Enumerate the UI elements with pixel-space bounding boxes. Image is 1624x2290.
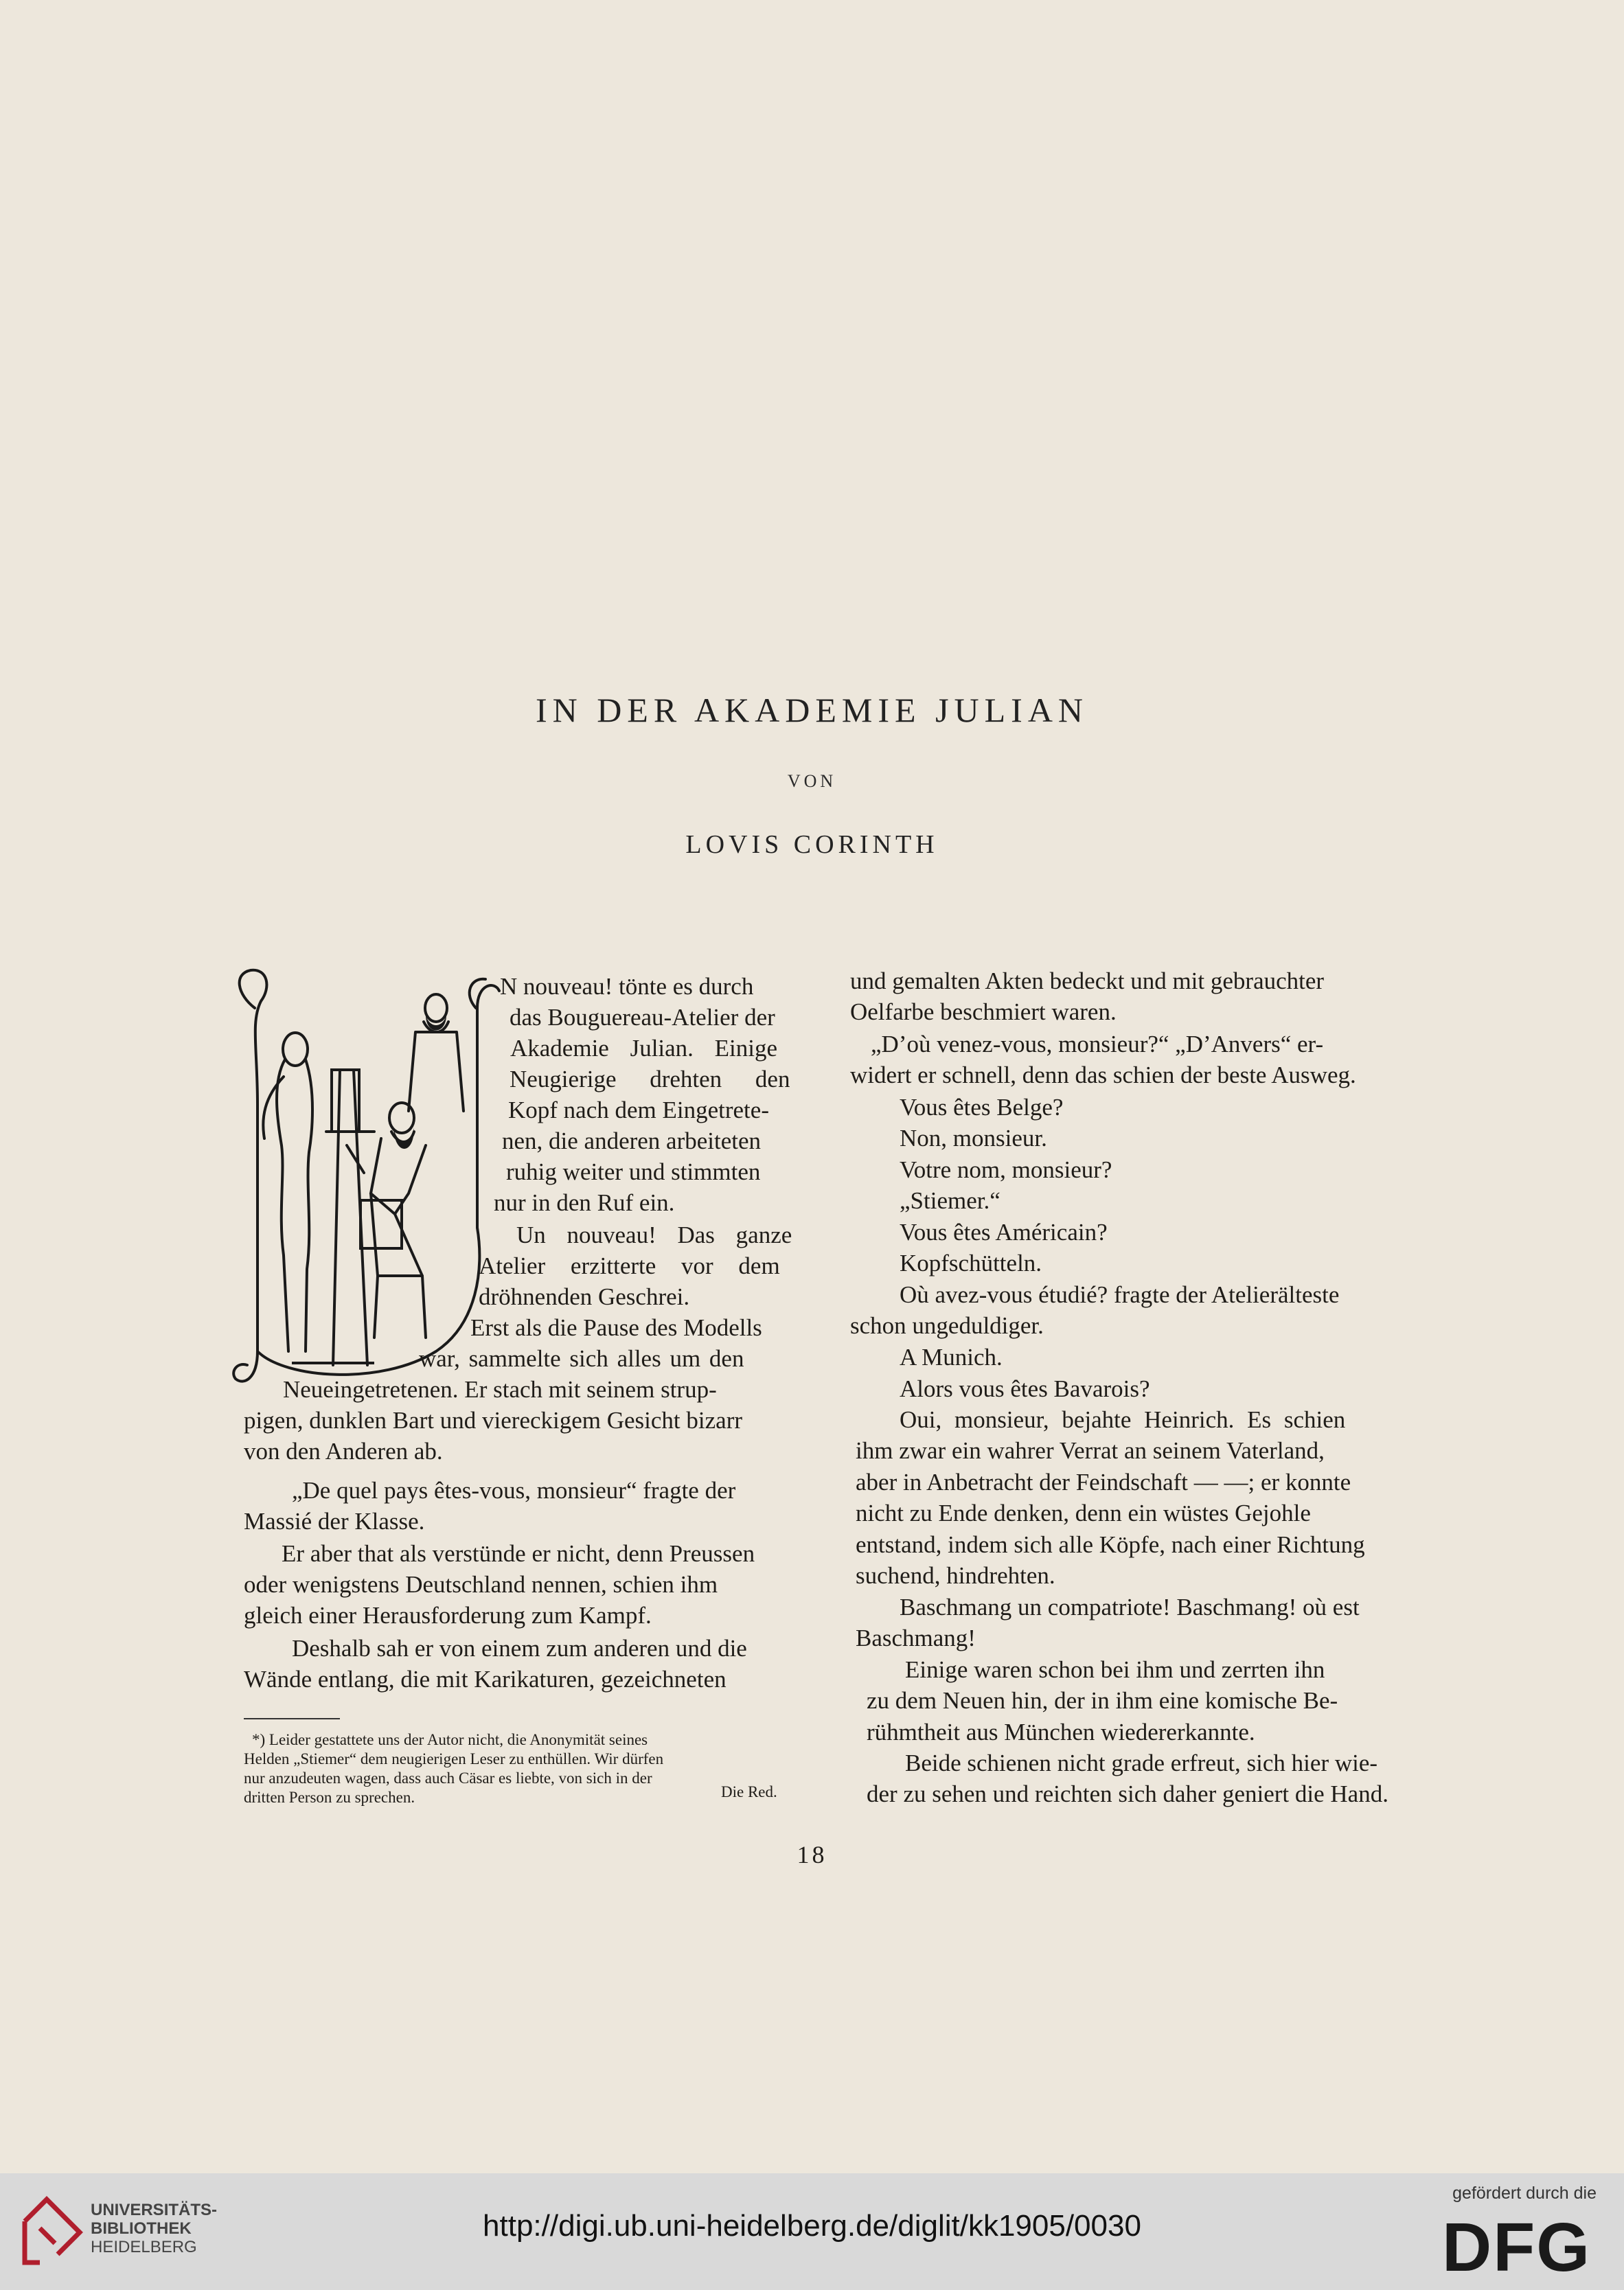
footnote-divider xyxy=(244,1718,340,1719)
text-line: war, sammelte sich alles um den xyxy=(419,1345,744,1372)
text-line: Erst als die Pause des Modells xyxy=(470,1314,762,1341)
text-line: Vous êtes Belge? xyxy=(900,1094,1064,1121)
footnote-line: nur anzudeuten wagen, dass auch Cäsar es liebte, von sich in der xyxy=(244,1770,652,1787)
permalink-url[interactable]: http://digi.ub.uni-heidelberg.de/diglit/kk1905/0030 xyxy=(483,2209,1141,2243)
text-line: Baschmang un compatriote! Baschmang! où est xyxy=(900,1594,1360,1621)
text-line: Er aber that als verstünde er nicht, denn Preussen xyxy=(282,1540,755,1567)
text-line: Où avez-vous étudié? fragte der Atelierälteste xyxy=(900,1281,1340,1308)
text-line: „D’où venez-vous, monsieur?“ „D’Anvers“ er- xyxy=(871,1031,1324,1057)
illustrated-initial-u-image xyxy=(230,967,505,1393)
text-line: Kopf nach dem Eingetrete- xyxy=(508,1097,769,1123)
text-line: nen, die anderen arbeiteten xyxy=(502,1127,762,1154)
text-line: dröhnenden Geschrei. xyxy=(479,1283,690,1310)
text-line: Un nouveau! Das ganze xyxy=(516,1222,792,1248)
text-line: Kopfschütteln. xyxy=(900,1250,1042,1276)
text-line: A Munich. xyxy=(900,1344,1003,1371)
text-line: Einige waren schon bei ihm und zerrten ihn xyxy=(905,1656,1325,1683)
text-line: Alors vous êtes Bavarois? xyxy=(900,1375,1150,1402)
footnote-line: *) Leider gestattete uns der Autor nicht, die Anonymität seines xyxy=(252,1731,648,1748)
text-line: pigen, dunklen Bart und viereckigem Gesicht bizarr xyxy=(244,1407,743,1434)
text-line: N nouveau! tönte es durch xyxy=(500,973,754,1000)
text-line: ihm zwar ein wahrer Verrat an seinem Vaterland, xyxy=(856,1437,1325,1464)
text-line: und gemalten Akten bedeckt und mit gebrauchter xyxy=(850,967,1325,994)
footnote-line: Helden „Stiemer“ dem neugierigen Leser zu enthüllen. Wir dürfen xyxy=(244,1750,664,1767)
text-line: das Bouguereau-Atelier der xyxy=(510,1004,775,1031)
footnote-signature: Die Red. xyxy=(721,1783,777,1800)
text-line: Votre nom, monsieur? xyxy=(900,1156,1112,1183)
text-line: Vous êtes Américain? xyxy=(900,1219,1108,1246)
text-line: Neueingetretenen. Er stach mit seinem strup- xyxy=(283,1376,717,1403)
text-line: suchend, hindrehten. xyxy=(856,1562,1055,1589)
text-line: entstand, indem sich alle Köpfe, nach einer Richtung xyxy=(856,1531,1365,1558)
library-name-line: UNIVERSITÄTS- xyxy=(91,2201,218,2219)
text-line: ruhig weiter und stimmten xyxy=(506,1158,761,1185)
article-title: IN DER AKADEMIE JULIAN xyxy=(535,691,1089,729)
text-line: Oelfarbe beschmiert waren. xyxy=(850,998,1117,1025)
text-line: widert er schnell, denn das schien der beste Ausweg. xyxy=(850,1062,1356,1088)
text-line: „De quel pays êtes-vous, monsieur“ fragte der xyxy=(292,1477,736,1504)
text-line: Massié der Klasse. xyxy=(244,1508,425,1535)
text-line: zu dem Neuen hin, der in ihm eine komische Be- xyxy=(867,1687,1338,1714)
text-line: aber in Anbetracht der Feindschaft — —; er konnte xyxy=(856,1469,1351,1496)
text-line: Atelier erzitterte vor dem xyxy=(479,1252,780,1279)
text-line: Baschmang! xyxy=(856,1625,976,1651)
text-line: Neugierige drehten den xyxy=(510,1066,790,1092)
text-line: Non, monsieur. xyxy=(900,1125,1047,1152)
text-line: von den Anderen ab. xyxy=(244,1438,443,1465)
footnote-line: dritten Person zu sprechen. xyxy=(244,1789,415,1806)
text-line: gleich einer Herausforderung zum Kampf. xyxy=(244,1602,652,1629)
page-number: 18 xyxy=(797,1841,827,1868)
library-name-line: HEIDELBERG xyxy=(91,2238,197,2256)
text-line: rühmtheit aus München wiedererkannte. xyxy=(867,1719,1255,1745)
sponsor-label: gefördert durch die xyxy=(1452,2184,1597,2203)
text-line: der zu sehen und reichten sich daher geniert die Hand. xyxy=(867,1781,1388,1807)
text-line: Deshalb sah er von einem zum anderen und die xyxy=(292,1635,747,1662)
viewer-footer xyxy=(0,2173,1624,2290)
text-line: Wände entlang, die mit Karikaturen, gezeichneten xyxy=(244,1666,727,1693)
text-line: Beide schienen nicht grade erfreut, sich hier wie- xyxy=(905,1750,1378,1776)
text-line: nur in den Ruf ein. xyxy=(494,1189,675,1216)
text-line: Oui, monsieur, bejahte Heinrich. Es schien xyxy=(900,1406,1346,1433)
text-line: „Stiemer.“ xyxy=(900,1187,1000,1214)
dfg-logo-text: DFG xyxy=(1442,2214,1592,2276)
author-name: LOVIS CORINTH xyxy=(685,830,939,859)
text-line: Akademie Julian. Einige xyxy=(510,1035,778,1062)
text-line: nicht zu Ende denken, denn ein wüstes Gejohle xyxy=(856,1500,1311,1526)
byline: VON xyxy=(787,771,837,791)
dfg-logo-icon[interactable] xyxy=(1442,2214,1597,2276)
text-line: oder wenigstens Deutschland nennen, schien ihm xyxy=(244,1571,718,1598)
library-name-line: BIBLIOTHEK xyxy=(91,2219,192,2238)
text-line: schon ungeduldiger. xyxy=(850,1312,1044,1339)
